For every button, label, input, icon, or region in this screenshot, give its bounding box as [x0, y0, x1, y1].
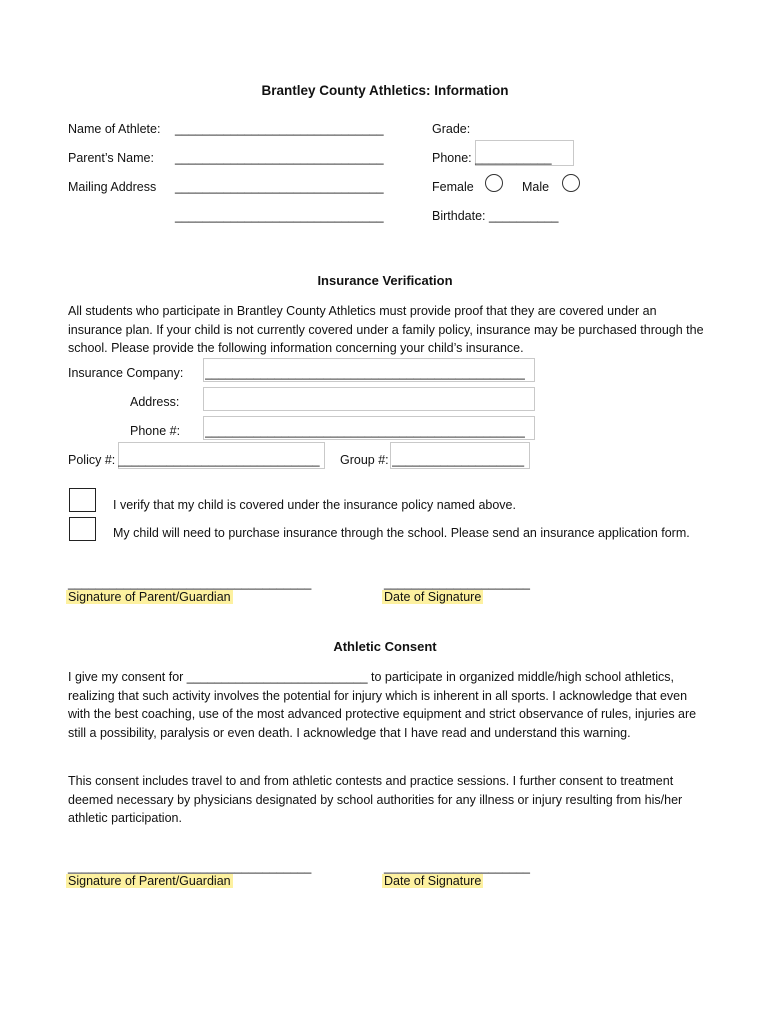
insurance-phone-label: Phone #: — [130, 424, 181, 438]
mailing-address-field-2[interactable]: ______________________________ — [175, 209, 384, 223]
insurance-paragraph: All students who participate in Brantley County Athletics must provide proof that they are covered under an insurance plan. If your child is not currently covered under a family policy, insurance may be purchased through the school. Please provide the following information concerning your child’s insurance. — [68, 304, 704, 355]
female-radio[interactable] — [485, 174, 503, 192]
signature-label-1: Signature of Parent/Guardian — [68, 590, 231, 604]
purchase-checkbox[interactable] — [69, 517, 96, 541]
insurance-company-label: Insurance Company: — [68, 366, 184, 380]
verify-checkbox[interactable] — [69, 488, 96, 512]
male-label: Male — [522, 180, 550, 194]
insurance-heading: Insurance Verification — [317, 273, 453, 288]
consent-paragraph-2: This consent includes travel to and from athletic contests and practice sessions. I further consent to treatment deemed necessary by physicians designated by school authorities for any illness or injury resulting from his/her athletic participation. — [68, 774, 683, 825]
group-label: Group #: — [340, 453, 389, 467]
date-line-2[interactable]: _____________________ — [384, 860, 530, 874]
male-radio[interactable] — [562, 174, 580, 192]
grade-label: Grade: — [432, 122, 471, 136]
policy-label: Policy #: — [68, 453, 116, 467]
phone-label: Phone: ___________ — [432, 151, 552, 165]
date-label-2: Date of Signature — [384, 874, 482, 888]
consent-paragraph-1: I give my consent for __________________________ to participate in organized middle/high school athletics, realizing that such activity involves the potential for injury which is inherent in all sports. I acknowledge that even with the best coaching, use of the most advanced protective equipment and strict observance of rules, injuries are still a possibility, paralysis or even death. I acknowledge that I have read and understand this warning. — [68, 670, 697, 740]
date-line-1[interactable]: _____________________ — [384, 576, 530, 590]
name-of-athlete-label: Name of Athlete: — [68, 122, 161, 136]
consent-heading: Athletic Consent — [333, 639, 437, 654]
parent-name-label: Parent’s Name: — [68, 151, 154, 165]
female-label: Female — [432, 180, 474, 194]
name-of-athlete-field[interactable]: ______________________________ — [175, 122, 384, 136]
signature-line-1[interactable]: ___________________________________ — [68, 576, 312, 590]
insurance-address-box[interactable] — [203, 387, 535, 411]
insurance-company-field[interactable]: ______________________________________________ — [205, 366, 525, 380]
insurance-phone-field[interactable]: ______________________________________________ — [205, 424, 525, 438]
parent-name-field[interactable]: ______________________________ — [175, 151, 384, 165]
mailing-address-field-1[interactable]: ______________________________ — [175, 180, 384, 194]
purchase-text: My child will need to purchase insurance through the school. Please send an insurance application form. — [113, 526, 690, 540]
verify-text: I verify that my child is covered under the insurance policy named above. — [113, 498, 516, 512]
signature-label-2: Signature of Parent/Guardian — [68, 874, 231, 888]
insurance-address-label: Address: — [130, 395, 180, 409]
policy-field[interactable]: _____________________________ — [118, 453, 320, 467]
date-label-1: Date of Signature — [384, 590, 482, 604]
signature-line-2[interactable]: ___________________________________ — [68, 860, 312, 874]
group-field[interactable]: ___________________ — [392, 453, 525, 467]
page-title: Brantley County Athletics: Information — [261, 83, 509, 98]
mailing-address-label: Mailing Address — [68, 180, 157, 194]
birthdate-label: Birthdate: __________ — [432, 209, 559, 223]
